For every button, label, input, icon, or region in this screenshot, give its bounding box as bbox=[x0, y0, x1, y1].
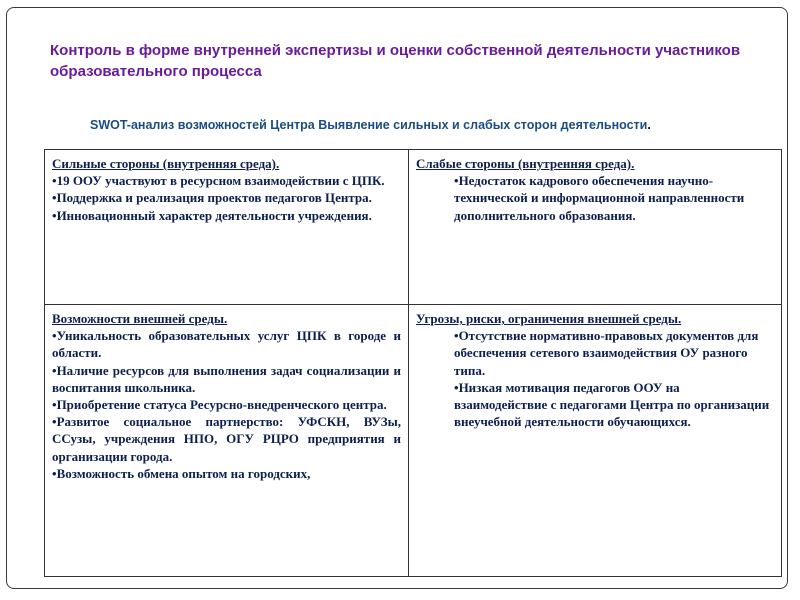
opportunity-item: • Наличие ресурсов для выполнения задач социализации и воспитания школьника. bbox=[52, 362, 401, 396]
swot-subtitle-text: SWOT-анализ возможностей Центра Выявление сильных и слабых сторон деятельности bbox=[90, 118, 648, 132]
weakness-item: • Недостаток кадрового обеспечения научно-технической и информационной направленности дополнительного образования. bbox=[416, 172, 774, 224]
threat-item: • Отсутствие нормативно-правовых документов для обеспечения сетевого взаимодействия ОУ разного типа. bbox=[416, 327, 774, 379]
swot-subtitle-period: . bbox=[647, 118, 651, 132]
slide-title: Контроль в форме внутренней экспертизы и оценки собственной деятельности участников образовательного процесса bbox=[50, 42, 741, 80]
opportunity-item: • Возможность обмена опытом на городских, bbox=[52, 465, 401, 482]
swot-table bbox=[44, 149, 782, 577]
weaknesses-cell bbox=[409, 150, 782, 305]
threat-item: • Низкая мотивация педагогов ООУ на взаимодействие с педагогами Центра по организации внеучебной деятельности обучающихся. bbox=[416, 379, 774, 431]
opportunities-heading: Возможности внешней среды. bbox=[52, 311, 228, 326]
swot-row-internal bbox=[45, 150, 782, 305]
opportunity-item: • Приобретение статуса Ресурсно-внедренческого центра. bbox=[52, 396, 401, 413]
swot-subtitle bbox=[90, 118, 790, 132]
strength-item: • Инновационный характер деятельности учреждения. bbox=[52, 207, 401, 224]
strengths-cell bbox=[45, 150, 409, 305]
strength-item: • 19 ООУ участвуют в ресурсном взаимодействии с ЦПК. bbox=[52, 172, 401, 189]
swot-row-external bbox=[45, 305, 782, 577]
opportunity-item: • Развитое социальное партнерство: УФСКН, ВУЗы, ССузы, учреждения НПО, ОГУ РЦРО предприятия и организации города. bbox=[52, 413, 401, 465]
weaknesses-heading: Слабые стороны (внутренняя среда). bbox=[416, 156, 635, 171]
threats-cell bbox=[409, 305, 782, 577]
threats-heading: Угрозы, риски, ограничения внешней среды. bbox=[416, 311, 682, 326]
strengths-heading: Сильные стороны (внутренняя среда). bbox=[52, 156, 280, 171]
opportunities-cell bbox=[45, 305, 409, 577]
strength-item: • Поддержка и реализация проектов педагогов Центра. bbox=[52, 189, 401, 206]
opportunity-item: • Уникальность образовательных услуг ЦПК в городе и области. bbox=[52, 327, 401, 361]
